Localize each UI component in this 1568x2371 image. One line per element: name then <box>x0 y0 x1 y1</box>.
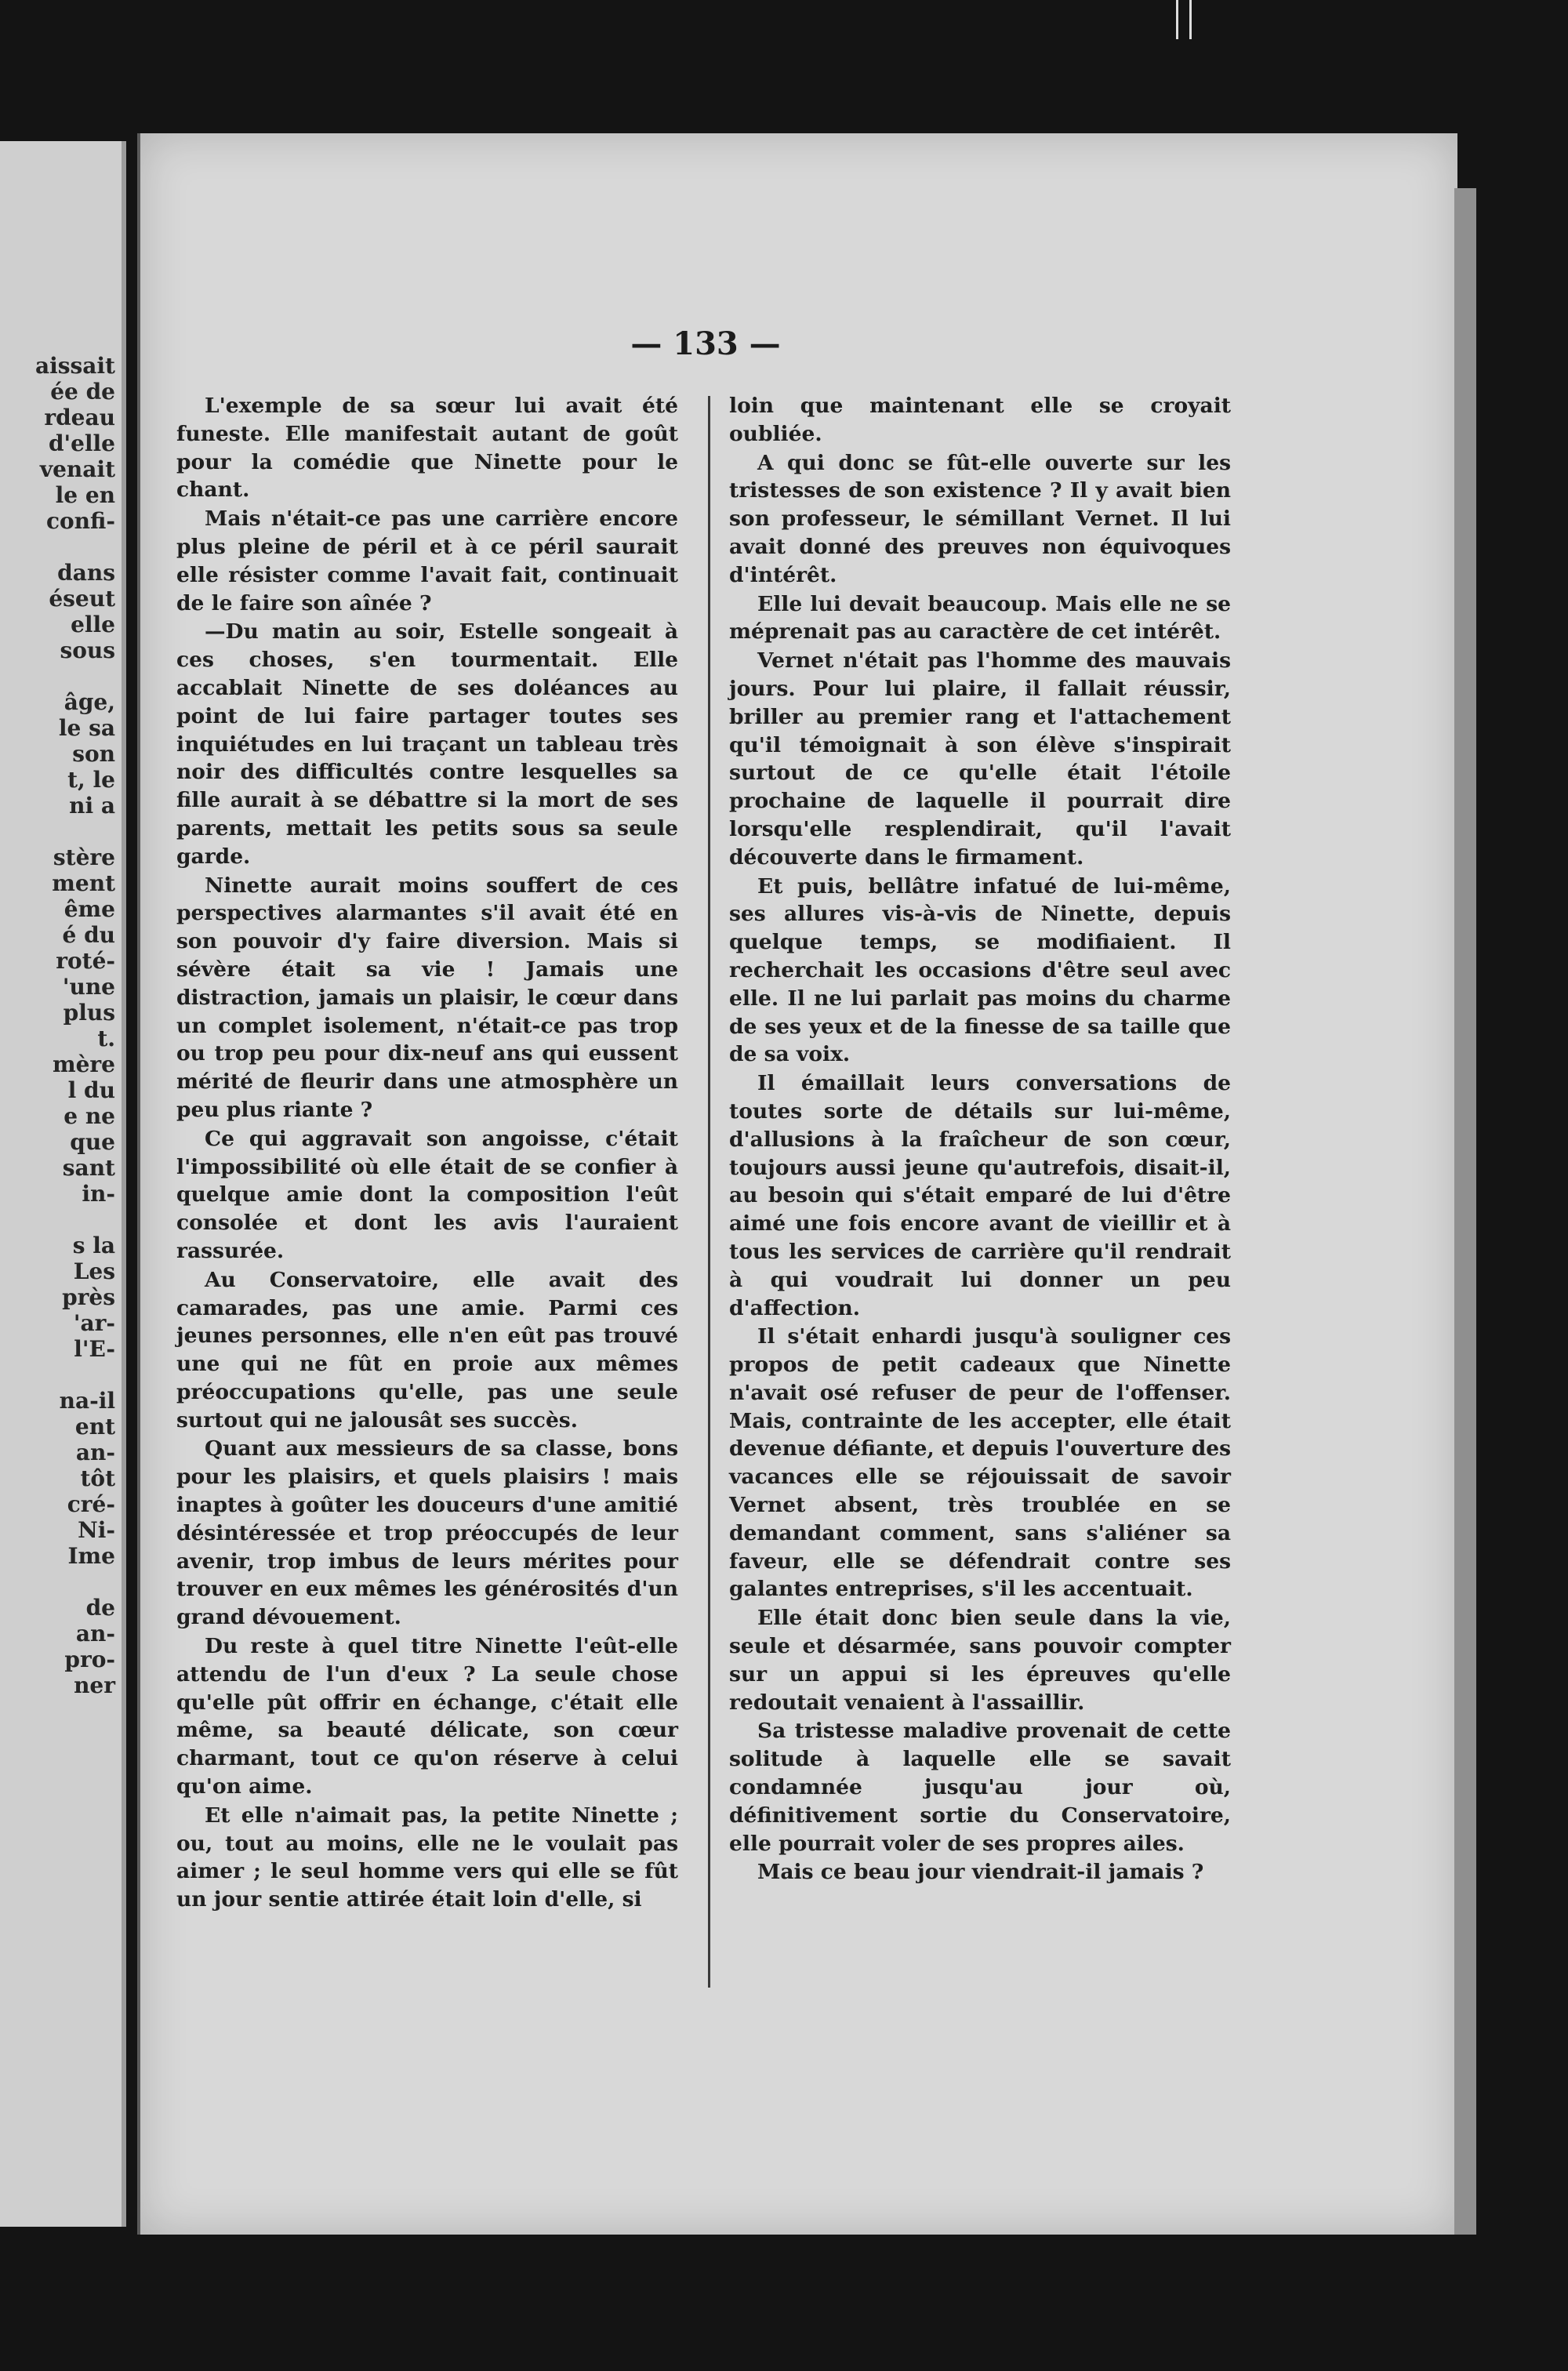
paragraph: Sa tristesse maladive provenait de cette solitude à laquelle elle se savait condamnée jusqu'au jour où, définitivement sortie du Conservatoire, elle pourrait voler de ses propres ailes. <box>729 1719 1231 1856</box>
previous-page-line-fragment: sant <box>62 1155 115 1181</box>
paragraph: Et elle n'aimait pas, la petite Ninette ; ou, tout au moins, elle ne le voulait pas aimer ; le seul homme vers qui elle se fût un jour sentie attirée était loin d'elle, si <box>176 1803 678 1912</box>
previous-page-line-fragment: Ni- <box>78 1517 115 1543</box>
paragraph: —Du matin au soir, Estelle songeait à ces choses, s'en tourmentait. Elle accablait Ninette de ses doléances au point de lui faire partager toutes ses inquiétudes en lui traçant un tableau très noir des difficultés contre lesquelles sa fille aurait à se débattre si la mort de ses parents, mettait les petits sous sa seule garde. <box>176 619 678 869</box>
previous-page-text-fragments <box>0 353 115 1698</box>
previous-page-line-fragment <box>0 1362 115 1388</box>
previous-page-line-fragment: na-il <box>59 1388 115 1414</box>
previous-page-line-fragment: t, le <box>67 767 115 793</box>
previous-page-line-fragment: d'elle <box>48 430 115 456</box>
paragraph: Ce qui aggravait son angoisse, c'était l'impossibilité où elle était de se confier à quelque amie dont la composition l'eût consolée et dont les avis l'auraient rassurée. <box>176 1126 678 1263</box>
previous-page-line-fragment: ment <box>52 870 115 896</box>
previous-page-line-fragment: an- <box>75 1621 115 1647</box>
previous-page-line-fragment: s la <box>72 1233 115 1258</box>
previous-page-line-fragment: ni a <box>69 793 115 819</box>
scan-corner-mark <box>1176 0 1192 39</box>
paragraph: Ninette aurait moins souffert de ces perspectives alarmantes s'il avait été en son pouvoir d'y faire diversion. Mais si sévère était sa vie ! Jamais une distraction, jamais un plaisir, le cœur dans un complet isolement, n'était-ce pas trop ou trop peu pour dix-neuf ans qui eussent mérité de fleurir dans une atmosphère un peu plus riante ? <box>176 873 678 1122</box>
paragraph: Quant aux messieurs de sa classe, bons pour les plaisirs, et quels plaisirs ! mais inaptes à goûter les douceurs d'une amitié désintéressée et trop préoccupés de leur avenir, trop imbus de leurs mérites pour trouver en eux mêmes les générosités d'un grand dévouement. <box>176 1436 678 1630</box>
paragraph: Vernet n'était pas l'homme des mauvais jours. Pour lui plaire, il fallait réussir, briller au premier rang et l'attachement qu'il témoignait à son élève s'inspirait surtout de ce qu'elle était l'étoile prochaine de laquelle il pourrait dire lorsqu'elle resplendirait, qu'il l'avait découverte dans le firmament. <box>729 648 1231 870</box>
previous-page-line-fragment: rdeau <box>44 405 115 430</box>
previous-page-line-fragment: an- <box>75 1440 115 1465</box>
previous-page-line-fragment: e ne <box>64 1103 115 1129</box>
previous-page-line-fragment: ner <box>74 1672 115 1698</box>
previous-page-line-fragment: stère <box>53 844 115 870</box>
paragraph: Au Conservatoire, elle avait des camarades, pas une amie. Parmi ces jeunes personnes, elle n'en eût pas trouvé une qui ne fût en proie aux mêmes préoccupations qu'elle, pas une seule surtout qui ne jalousât ses succès. <box>176 1267 678 1432</box>
previous-page-line-fragment: de <box>85 1595 115 1621</box>
previous-page-line-fragment: l'E- <box>74 1336 115 1362</box>
column-divider <box>708 396 710 1988</box>
paragraph: loin que maintenant elle se croyait oubliée. <box>729 394 1231 446</box>
previous-page-line-fragment <box>0 663 115 689</box>
previous-page-line-fragment: elle <box>71 612 115 637</box>
paragraph: Il émaillait leurs conversations de toutes sorte de détails sur lui-même, d'allusions à la fraîcheur de son cœur, toujours aussi jeune qu'autrefois, disait-il, au besoin qui s'était emparé de lui d'être aimé une fois encore avant de vieillir et à tous les services de carrière qu'il rendrait à qui voudrait lui donner un peu d'affection. <box>729 1071 1231 1320</box>
previous-page-line-fragment: ême <box>64 896 115 922</box>
previous-page-line-fragment <box>0 819 115 844</box>
previous-page-line-fragment: in- <box>82 1181 115 1207</box>
paragraph: Mais ce beau jour viendrait-il jamais ? <box>757 1860 1204 1885</box>
previous-page-line-fragment: son <box>72 741 115 767</box>
paragraph: Il s'était enhardi jusqu'à souligner ces propos de petit cadeaux que Ninette n'avait osé refuser de peur de l'offenser. Mais, contrainte de les accepter, elle était devenue défiante, et depuis l'ouverture des vacances elle se réjouissait de savoir Vernet absent, très troublée en se demandant comment, sans s'aliéner sa faveur, elle se défendrait contre ses galantes entreprises, s'il les accentuait. <box>729 1324 1231 1602</box>
previous-page-line-fragment: confi- <box>45 508 115 534</box>
previous-page-line-fragment <box>0 534 115 560</box>
paragraph: Mais n'était-ce pas une carrière encore plus pleine de péril et à ce péril saurait elle résister comme l'avait fait, continuait de le faire son aînée ? <box>176 507 678 615</box>
paragraph: L'exemple de sa sœur lui avait été funeste. Elle manifestait autant de goût pour la comédie que Ninette pour le chant. <box>176 394 678 503</box>
previous-page-line-fragment: cré- <box>67 1491 115 1517</box>
previous-page-edge <box>0 141 126 2227</box>
previous-page-line-fragment: é du <box>62 922 115 948</box>
previous-page-line-fragment: aissait <box>34 353 115 379</box>
previous-page-line-fragment: t. <box>97 1026 115 1051</box>
page-number: — 133 — <box>630 325 781 362</box>
previous-page-line-fragment: le sa <box>58 715 115 741</box>
paragraph: A qui donc se fût-elle ouverte sur les tristesses de son existence ? Il y avait bien son professeur, le sémillant Vernet. Il lui avait donné des preuves non équivoques d'intérêt. <box>729 450 1231 587</box>
text-column-left <box>176 392 678 1915</box>
previous-page-line-fragment <box>0 1569 115 1595</box>
previous-page-line-fragment: l du <box>67 1077 115 1103</box>
previous-page-line-fragment: sous <box>60 637 115 663</box>
previous-page-line-fragment: Ime <box>67 1543 115 1569</box>
previous-page-line-fragment: plus <box>63 1000 115 1026</box>
previous-page-line-fragment: tôt <box>80 1465 115 1491</box>
text-column-right <box>729 392 1231 1887</box>
previous-page-line-fragment: dans <box>57 560 115 586</box>
previous-page-line-fragment: Les <box>73 1258 115 1284</box>
previous-page-line-fragment: 'une <box>62 974 115 1000</box>
previous-page-line-fragment: éseut <box>49 586 115 612</box>
previous-page-line-fragment: 'ar- <box>73 1310 115 1336</box>
previous-page-line-fragment: pro- <box>64 1647 115 1672</box>
page-stack-edge <box>1454 188 1476 2235</box>
previous-page-line-fragment: mère <box>52 1051 115 1077</box>
paragraph: Du reste à quel titre Ninette l'eût-elle attendu de l'un d'eux ? La seule chose qu'elle pût offrir en échange, c'était elle même, sa beauté délicate, son cœur charmant, tout ce qu'on réserve à celui qu'on aime. <box>176 1634 678 1799</box>
previous-page-line-fragment: âge, <box>64 689 115 715</box>
paragraph: Elle était donc bien seule dans la vie, seule et désarmée, sans pouvoir compter sur un appui si les épreuves qu'elle redoutait venaient à l'assaillir. <box>729 1606 1231 1715</box>
previous-page-line-fragment: que <box>70 1129 115 1155</box>
previous-page-line-fragment: venait <box>39 456 115 482</box>
previous-page-line-fragment: le en <box>55 482 115 508</box>
previous-page-line-fragment <box>0 1207 115 1233</box>
paragraph: Et puis, bellâtre infatué de lui-même, ses allures vis-à-vis de Ninette, depuis quelque temps, se modifiaient. Il recherchait les occasions d'être seul avec elle. Il ne lui parlait pas moins du charme de ses yeux et de la finesse de sa taille que de sa voix. <box>729 873 1231 1067</box>
previous-page-line-fragment: ent <box>74 1414 115 1440</box>
previous-page-line-fragment: près <box>62 1284 115 1310</box>
paragraph: Elle lui devait beaucoup. Mais elle ne se méprenait pas au caractère de cet intérêt. <box>729 591 1231 644</box>
previous-page-line-fragment: roté- <box>56 948 115 974</box>
previous-page-line-fragment: ée de <box>50 379 115 405</box>
